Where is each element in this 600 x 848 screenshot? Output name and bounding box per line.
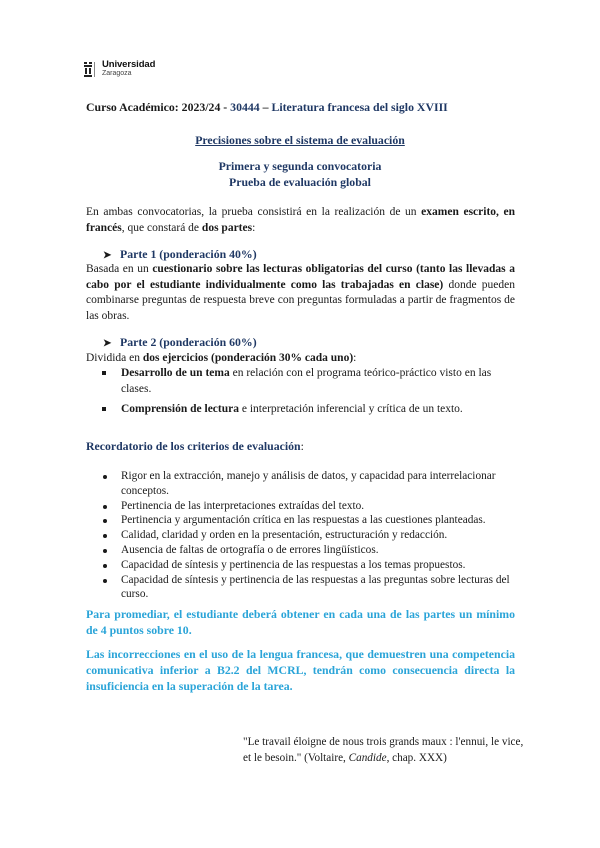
logo-city: Zaragoza — [102, 70, 132, 77]
exercise-bold: Desarrollo de un tema — [121, 367, 230, 379]
square-bullet-icon — [102, 371, 106, 375]
intro-bold-2: dos partes — [201, 221, 253, 234]
section-title — [0, 133, 600, 148]
list-item — [100, 558, 520, 573]
exercise-bold: Comprensión de lectura — [121, 403, 239, 415]
bullet-icon — [103, 564, 107, 568]
part1-heading — [103, 247, 257, 262]
course-prefix: Curso Académico: 2023/24 - — [86, 100, 231, 114]
language-note: Las incorrecciones en el uso de la lengua francesa, que demuestren una competencia comunicativa inferior a B2.2 del MCRL, tendrán como consecuencia directa la insuficiencia en la superación de la tarea. — [86, 647, 515, 693]
part1-text-2: donde pueden combinarse preguntas de respuesta breve con preguntas formuladas a partir de fragmentos de las obras. — [86, 278, 515, 322]
list-item — [102, 402, 517, 418]
exercise-text: e interpretación inferencial y crítica de un texto. — [238, 403, 463, 415]
voltaire-quote — [243, 735, 533, 766]
list-item — [100, 528, 520, 543]
arrow-bullet-icon: ➤ — [103, 250, 112, 261]
quote-text: "Le travail éloigne de nous trois grands maux : l'ennui, le vice, et le besoin." (Voltaire, — [243, 736, 524, 764]
criteria-item-text: Capacidad de síntesis y pertinencia de las respuestas a las preguntas sobre lecturas del curso. — [121, 573, 510, 601]
list-item — [100, 469, 520, 499]
part2-heading-text: Parte 2 (ponderación 60%) — [120, 335, 257, 349]
course-dash: – — [259, 100, 272, 114]
criteria-item-text: Ausencia de faltas de ortografía o de errores lingüísticos. — [121, 543, 379, 556]
university-logo — [84, 60, 155, 78]
list-item — [100, 543, 520, 558]
intro-text-2: , que constará de — [121, 221, 202, 234]
criteria-item-text: Capacidad de síntesis y pertinencia de las respuestas a los temas propuestos. — [121, 558, 466, 571]
part1-paragraph — [86, 262, 515, 324]
list-item — [100, 573, 520, 603]
criteria-heading-text: Recordatorio de los criterios de evaluación — [86, 439, 301, 453]
part1-heading-text: Parte 1 (ponderación 40%) — [120, 247, 257, 261]
criteria-heading-colon: : — [300, 439, 304, 453]
part2-text-2: : — [353, 352, 357, 364]
subtitle-prueba: Prueba de evaluación global — [229, 175, 371, 189]
quote-work: Candide — [348, 751, 387, 764]
course-name: Literatura francesa del siglo XVIII — [271, 100, 448, 114]
part2-text-1: Dividida en — [86, 352, 143, 364]
square-bullet-icon — [102, 407, 106, 411]
criteria-list — [100, 469, 520, 602]
list-item — [102, 366, 517, 397]
part1-bold: cuestionario sobre las lecturas obligatorias del curso (tanto las llevadas a cabo por el estudiante individualmente como las trabajadas en clase) — [86, 263, 515, 291]
minimum-score-note: Para promediar, el estudiante deberá obtener en cada una de las partes un mínimo de 4 puntos sobre 10. — [86, 607, 515, 637]
intro-paragraph — [86, 205, 515, 236]
part2-bold: dos ejercicios (ponderación 30% cada uno) — [142, 352, 354, 364]
bullet-icon — [103, 519, 107, 523]
list-item — [100, 513, 520, 528]
intro-bold-1: examen escrito, en francés — [86, 206, 516, 234]
part2-paragraph — [86, 351, 515, 367]
subtitle-convocatoria: Primera y segunda convocatoria — [218, 159, 382, 173]
criteria-item-text: Rigor en la extracción, manejo y análisis de datos, y capacidad para interrelacionar conceptos. — [121, 470, 496, 497]
bullet-icon — [103, 549, 107, 553]
bullet-icon — [103, 475, 107, 479]
bullet-icon — [103, 534, 107, 538]
quote-ref: , chap. XXX) — [386, 751, 447, 764]
criteria-item-text: Pertinencia y argumentación crítica en las respuestas a las cuestiones planteadas. — [121, 514, 486, 527]
logo-name: Universidad — [102, 59, 156, 70]
bullet-icon — [103, 505, 107, 509]
criteria-item-text: Pertinencia de las interpretaciones extraídas del texto. — [121, 499, 365, 512]
bullet-icon — [103, 579, 107, 583]
section-title-text: Precisiones sobre el sistema de evaluación — [195, 133, 405, 147]
arrow-bullet-icon: ➤ — [103, 338, 112, 349]
university-logo-icon — [84, 62, 98, 77]
exercise-text: en relación con el programa teórico-práctico visto en las clases. — [121, 367, 492, 395]
intro-text-1: En ambas convocatorias, la prueba consistirá en la realización de un — [86, 206, 422, 218]
criteria-item-text: Calidad, claridad y orden en la presentación, estructuración y redacción. — [121, 529, 448, 542]
part2-exercise-list — [102, 366, 517, 423]
part1-text-1: Basada en un — [86, 263, 153, 275]
intro-text-3: : — [252, 221, 256, 234]
course-code: 30444 — [230, 100, 260, 114]
criteria-heading — [86, 439, 304, 454]
course-line — [86, 100, 448, 115]
list-item — [100, 499, 520, 514]
part2-heading — [103, 335, 257, 350]
